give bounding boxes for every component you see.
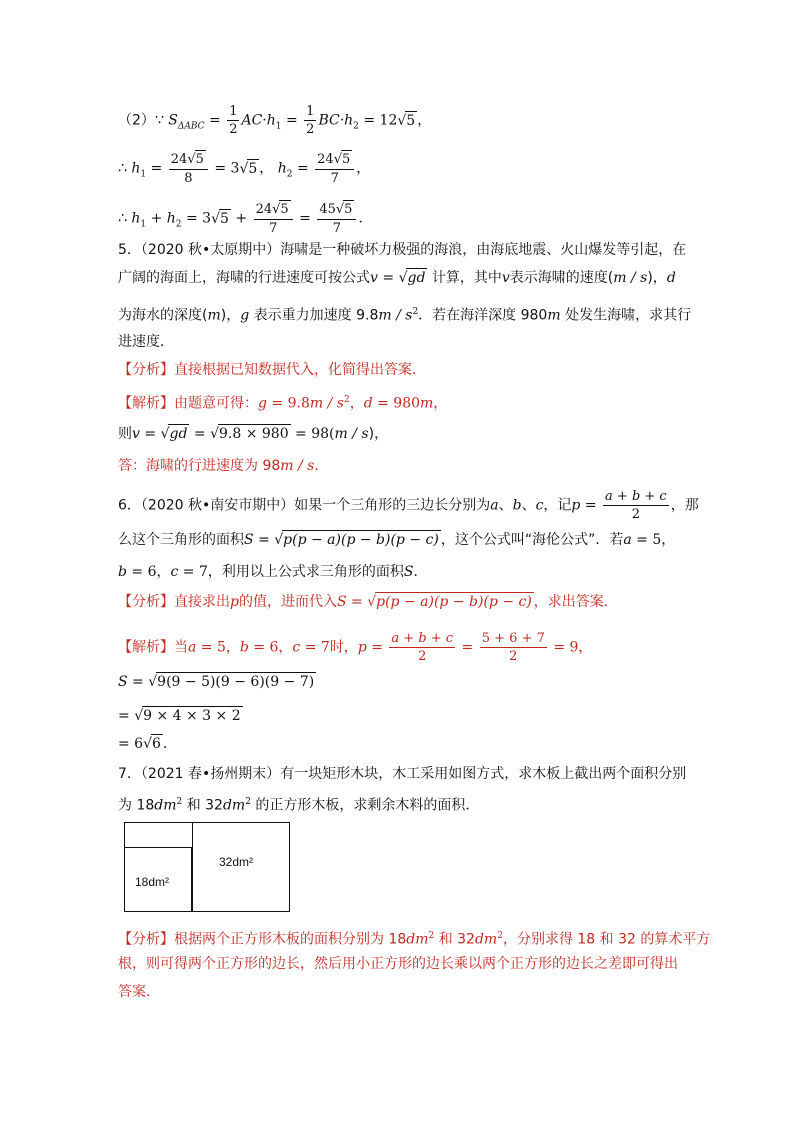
question-6-solution-line-3: = √9 × 4 × 3 × 2 [118,708,241,724]
question-7-analysis-line-3: 答案． [118,984,160,1000]
fraction: $\frac{1}{2}$ [306,104,315,137]
question-5-answer: 答：海啸的行进速度为 98m / s． [118,458,329,474]
fraction: $\frac{24√5}{7}$ [254,200,293,237]
question-6-solution-line-2: S = √9(9 − 5)(9 − 6)(9 − 7) [118,674,315,690]
question-6-line-3: b = 6，c = 7，利用以上公式求三角形的面积S． [118,564,428,580]
small-square-label: 18dm² [135,875,170,889]
fraction: $\frac{24√5}{8}$ [169,150,208,187]
solution-tag: 【解析】 [118,639,174,656]
question-7-analysis-line-1: 【分析】根据两个正方形木板的面积分别为 $18dm^2$ 和 $32dm^2$，分别求得 18 和 32 的算术平方 [118,931,711,948]
question-6-line-1: 6．（2020 秋•南安市期中）如果一个三角形的三边长分别为a、b、c，记p = $\frac{a + b + c}{2}$ ，那 [118,489,699,522]
fraction: $\frac{45√5}{7}$ [317,200,356,237]
solution-2-line-3: ∴ $h_1 + h_2 = 3√5$ + $\frac{24√5}{7}$ = $\frac{45√5}{7}$ ． [118,202,373,236]
question-5-analysis: 【分析】直接根据已知数据代入，化简得出答案． [118,362,426,378]
analysis-tag: 【分析】 [118,594,174,610]
solution-tag: 【解析】 [118,395,174,412]
question-7-line-2: 为 $18dm^2$ 和 $32dm^2$ 的正方形木板，求剩余木料的面积． [118,797,480,814]
question-7-line-1: 7．（2021 春•扬州期末）有一块矩形木块，木工采用如图方式，求木板上截出两个面积分别 [118,766,687,782]
question-5-line-4: 进速度． [118,334,174,350]
question-5-line-2: 广阔的海面上，海啸的行进速度可按公式v = √gd 计算，其中v表示海啸的速度(m / s)，d [118,270,676,286]
solution-2-line-2: ∴ $h_1$ = $\frac{24√5}{8}$ = 3√5 ， $h_2$ = $\frac{24√5}{7}$ ， [118,152,371,186]
solution-2-line-1: （2）∵ $S_{\Delta ABC}$ = $\frac{1}{2}$ $AC\cdot h_1$ = $\frac{1}{2}$ $BC\cdot h_2 = 12√5$ ， [118,104,432,137]
question-6-analysis: 【分析】直接求出p的值，进而代入S = √p(p − a)(p − b)(p − c) ，求出答案． [118,594,618,610]
question-6-line-2: 么这个三角形的面积S = √p(p − a)(p − b)(p − c) ，这个公式叫“海伦公式”．若a = 5， [118,532,676,548]
question-6-solution-line-4: = 6√6 ． [118,736,177,752]
question-5-solution-line-2: 则v = √gd = √9.8 × 980 = 98(m / s)， [118,426,389,442]
large-square-label: 32dm² [219,855,254,869]
fraction: $\frac{24√5}{7}$ [315,150,354,187]
fraction: $\frac{1}{2}$ [229,104,238,137]
question-5-solution-line-1: 【解析】由题意可得：$g = 9.8m / s^2$，d = 980m， [118,395,448,412]
fraction: $\frac{a + b + c}{2}$ [391,631,454,664]
fraction: $\frac{a + b + c}{2}$ [605,489,667,522]
fraction: $\frac{5 + 6 + 7}{2}$ [481,631,545,664]
question-6-solution-line-1: 【解析】当a = 5，b = 6，c = 7时，p = $\frac{a + b + c}{2}$ = $\frac{5 + 6 + 7}{2}$ = 9， [118,631,593,664]
question-5-line-1: 5．（2020 秋•太原期中）海啸是一种破坏力极强的海浪，由海底地震、火山爆发等引起，在 [118,242,687,258]
question-7-analysis-line-2: 根，则可得两个正方形的边长，然后用小正方形的边长乘以两个正方形的边长之差即可得出 [118,956,678,972]
analysis-tag: 【分析】 [118,931,174,948]
wood-board-diagram [124,822,290,912]
analysis-tag: 【分析】 [118,362,174,378]
question-5-line-3: 为海水的深度(m)，g 表示重力加速度 $9.8m / s^2$．若在海洋深度 980m 处发生海啸，求其行 [118,307,692,324]
